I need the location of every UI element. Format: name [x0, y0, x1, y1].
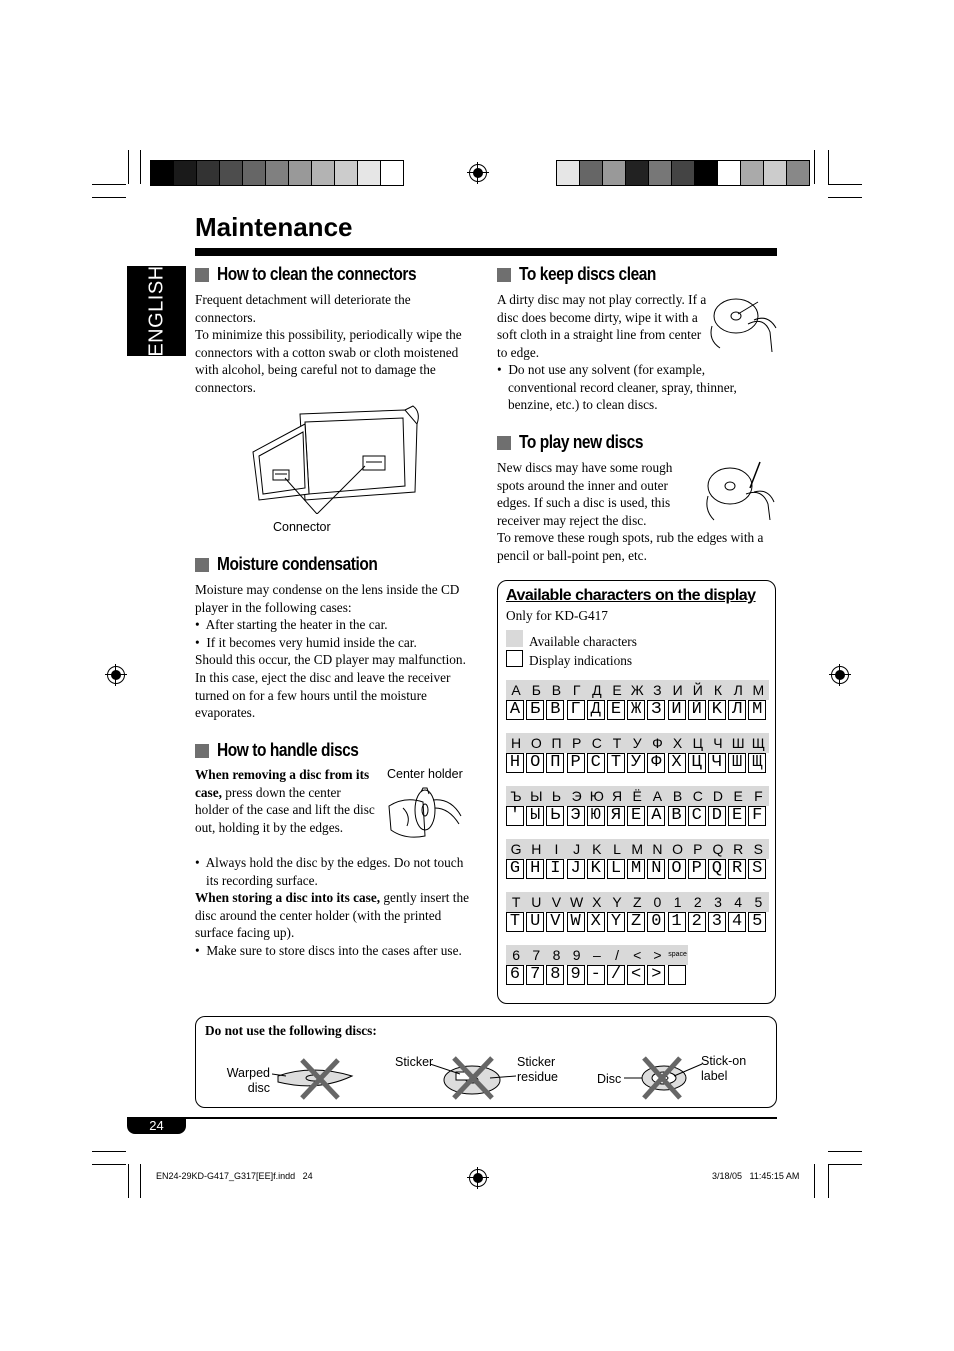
- display-indication: Ц: [688, 753, 706, 773]
- display-indication: H: [526, 859, 544, 879]
- display-indication: I: [546, 859, 564, 879]
- available-character: К: [713, 682, 723, 698]
- display-indication: У: [627, 753, 645, 773]
- available-characters-row: [506, 680, 769, 700]
- section-square-icon: [195, 268, 209, 282]
- display-indication: P: [688, 859, 706, 879]
- footer-rule: [127, 1117, 777, 1119]
- sticker-residue-label: Sticker residue: [517, 1055, 558, 1084]
- color-swatch: [151, 161, 174, 185]
- available-character: П: [551, 735, 562, 751]
- display-indication: Ь: [546, 806, 564, 826]
- display-indication: З: [647, 700, 665, 720]
- display-indication: Ф: [647, 753, 665, 773]
- display-indication: O: [668, 859, 686, 879]
- available-characters-row: [506, 892, 769, 912]
- available-character: X: [592, 894, 602, 910]
- available-character: Ж: [630, 682, 644, 698]
- available-character: Н: [511, 735, 522, 751]
- footer-timestamp: 3/18/05 11:45:15 AM: [712, 1171, 800, 1181]
- available-character: 8: [552, 947, 561, 963]
- available-character: F: [754, 788, 763, 804]
- display-indication: Ю: [587, 806, 605, 826]
- display-indication: S: [748, 859, 766, 879]
- display-indication: 5: [748, 912, 766, 932]
- available-character: L: [613, 841, 621, 857]
- available-character: Ь: [551, 788, 562, 804]
- color-swatch: [626, 161, 649, 185]
- available-character: <: [633, 947, 642, 963]
- display-indication: E: [627, 806, 645, 826]
- display-indication: Ш: [728, 753, 746, 773]
- disc-label: Disc: [597, 1072, 622, 1086]
- available-character: С: [591, 735, 602, 751]
- available-character: Ё: [632, 788, 642, 804]
- display-indications-row: [506, 859, 770, 881]
- crop-mark: [828, 184, 862, 185]
- display-indication: 0: [647, 912, 665, 932]
- footer-file: EN24-29KD-G417_G317[EE]f.indd 24: [156, 1171, 313, 1181]
- available-character: Y: [612, 894, 622, 910]
- display-indication: A: [647, 806, 665, 826]
- legend-display-swatch: [506, 650, 523, 667]
- stick-on-label-label: Stick-on label: [701, 1054, 747, 1083]
- available-character: P: [693, 841, 703, 857]
- color-strip-left: [150, 160, 404, 186]
- section-title-moisture: Moisture condensation: [195, 554, 404, 575]
- crop-mark: [92, 1151, 126, 1152]
- available-character: З: [653, 682, 662, 698]
- available-character: Й: [692, 682, 703, 698]
- section-title-connectors: How to clean the connectors: [195, 264, 449, 285]
- display-indication: T: [607, 753, 625, 773]
- available-character: space: [668, 951, 687, 958]
- display-indication: И: [668, 700, 686, 720]
- section-title-keep-clean: To keep discs clean: [497, 264, 678, 285]
- display-indication: T: [506, 912, 524, 932]
- available-character: 6: [512, 947, 520, 963]
- display-indication: Q: [708, 859, 726, 879]
- display-indication: U: [526, 912, 544, 932]
- display-indications-row: [506, 912, 770, 934]
- display-indication: M: [627, 859, 645, 879]
- available-character: Ъ: [510, 788, 522, 804]
- available-character: И: [672, 682, 683, 698]
- section-square-icon: [497, 268, 511, 282]
- display-indications-row: [506, 965, 770, 987]
- color-swatch: [243, 161, 266, 185]
- crop-mark: [828, 1164, 829, 1198]
- display-indication: Б: [526, 700, 544, 720]
- available-character: E: [733, 788, 743, 804]
- display-indication: M: [748, 700, 766, 720]
- display-indication: Ч: [708, 753, 726, 773]
- available-character: Р: [571, 735, 582, 751]
- available-character: H: [531, 841, 542, 857]
- display-indication: Z: [627, 912, 645, 932]
- legend-available-label: Available characters: [529, 634, 637, 649]
- available-character: 5: [754, 894, 763, 910]
- crop-mark: [92, 184, 126, 185]
- available-character: D: [712, 788, 724, 804]
- color-swatch: [266, 161, 289, 185]
- display-indication: 3: [708, 912, 726, 932]
- display-indication: Ж: [627, 700, 645, 720]
- available-character: –: [592, 947, 601, 963]
- available-character: 4: [734, 894, 743, 910]
- available-characters-subtitle: Only for KD-G417: [506, 608, 608, 623]
- character-table: [506, 680, 770, 998]
- available-character: Q: [712, 841, 724, 857]
- display-indication: V: [546, 912, 564, 932]
- side-tab-label: ENGLISH: [145, 265, 168, 357]
- legend-available-swatch: [506, 630, 523, 647]
- color-swatch: [335, 161, 358, 185]
- stick-on-label-disc-icon: [624, 1054, 704, 1100]
- available-character: 9: [572, 947, 581, 963]
- display-indication: 7: [526, 965, 544, 985]
- display-indication: X: [587, 912, 605, 932]
- display-indication: 2: [688, 912, 706, 932]
- available-character: U: [531, 894, 542, 910]
- crop-mark: [92, 1164, 126, 1165]
- color-strip-right: [556, 160, 810, 186]
- color-swatch: [197, 161, 220, 185]
- registration-mark-icon: [469, 164, 487, 182]
- center-holder-label: Center holder: [387, 767, 463, 781]
- available-character: Э: [571, 788, 582, 804]
- do-not-use-title: Do not use the following discs:: [205, 1023, 377, 1038]
- display-indication: [668, 965, 686, 985]
- available-character: Ю: [589, 788, 604, 804]
- display-indication: Я: [607, 806, 625, 826]
- disc-wipe-illustration: [706, 292, 780, 356]
- display-indication: K: [708, 700, 726, 720]
- warped-disc-icon: [272, 1056, 358, 1100]
- display-indication: K: [587, 859, 605, 879]
- section-title-new-discs: To play new discs: [497, 432, 663, 453]
- available-character: >: [653, 947, 662, 963]
- available-character: Ш: [731, 735, 745, 751]
- available-character: 7: [532, 947, 541, 963]
- display-indication: N: [647, 859, 665, 879]
- available-character: T: [511, 894, 521, 910]
- crop-mark: [814, 1164, 815, 1198]
- page-title: Maintenance: [195, 212, 353, 242]
- color-swatch: [220, 161, 243, 185]
- display-indication: Л: [728, 700, 746, 720]
- available-character: /: [615, 947, 619, 963]
- new-discs-text-2: To remove these rough spots, rub the edges with a pencil or ball-point pen, etc.: [497, 530, 764, 563]
- available-character: А: [511, 682, 521, 698]
- display-indication: 1: [668, 912, 686, 932]
- crop-mark: [92, 197, 126, 198]
- display-indication: H: [506, 753, 524, 773]
- available-character: G: [510, 841, 522, 857]
- display-indication: ': [506, 806, 524, 826]
- color-swatch: [312, 161, 335, 185]
- available-character: O: [672, 841, 684, 857]
- display-indication: C: [688, 806, 706, 826]
- moisture-text: Moisture may condense on the lens inside the CD player in the following cases: • After starting the heater in the car. • If it becomes very humid inside the car. Should this occur, the CD player may malfunction. In this case, eject the disc and leave the receiver turned on for a few hours until the moisture evaporates.: [195, 582, 466, 721]
- display-indication: Y: [607, 912, 625, 932]
- available-character: Б: [531, 682, 541, 698]
- display-indication: Э: [567, 806, 585, 826]
- available-character: Х: [672, 735, 683, 751]
- crop-mark: [828, 1164, 862, 1165]
- display-indication: <: [627, 965, 645, 985]
- handle-text-storing: • Always hold the disc by the edges. Do not touch its recording surface. When storing a disc into its case, gently insert the disc around the center holder (with the printed surface facing up). • Make sure to store discs into the cases after use.: [195, 855, 470, 958]
- crop-mark: [814, 150, 815, 184]
- crop-mark: [828, 197, 862, 198]
- available-character: S: [753, 841, 764, 857]
- crop-mark: [128, 1164, 129, 1198]
- display-indication: A: [506, 700, 524, 720]
- section-square-icon: [195, 744, 209, 758]
- display-indication: C: [587, 753, 605, 773]
- available-character: Л: [733, 682, 743, 698]
- handle-text-removing: When removing a disc from its case, press down the center holder of the case and lift the disc out, holding it by the edges.: [195, 767, 375, 835]
- display-indication: 4: [728, 912, 746, 932]
- color-swatch: [289, 161, 312, 185]
- disc-pen-illustration: [700, 458, 780, 524]
- registration-mark-icon: [469, 1169, 487, 1187]
- display-indications-row: [506, 753, 770, 775]
- available-character: Я: [611, 788, 623, 804]
- display-indication: D: [708, 806, 726, 826]
- crop-mark: [140, 1164, 141, 1198]
- side-tab: [127, 266, 186, 356]
- available-character: Е: [612, 682, 622, 698]
- connector-label: Connector: [273, 520, 331, 534]
- color-swatch: [695, 161, 718, 185]
- available-character: C: [692, 788, 703, 804]
- available-character: K: [592, 841, 602, 857]
- available-character: I: [554, 841, 559, 857]
- available-character: A: [652, 788, 663, 804]
- available-characters-title: Available characters on the display: [506, 587, 756, 604]
- new-discs-text-1: New discs may have some rough spots around the inner and outer edges. If such a disc is used, this receiver may reject the disc.: [497, 460, 673, 528]
- available-character: В: [551, 682, 562, 698]
- available-character: Ч: [713, 735, 723, 751]
- available-character: Ц: [692, 735, 703, 751]
- display-indication: W: [567, 912, 585, 932]
- display-indication: E: [607, 700, 625, 720]
- sticker-label: Sticker: [395, 1055, 434, 1069]
- color-swatch: [764, 161, 787, 185]
- available-character: Д: [592, 682, 602, 698]
- connectors-text: Frequent detachment will deteriorate the connectors. To minimize this possibility, periodically wipe the connectors with a cotton swab or cloth moistened with alcohol, being careful not to damage the connectors.: [195, 292, 462, 395]
- display-indication: >: [647, 965, 665, 985]
- display-indication: L: [607, 859, 625, 879]
- display-indication: G: [506, 859, 524, 879]
- display-indication: R: [728, 859, 746, 879]
- keep-clean-bullet: • Do not use any solvent (for example, conventional record cleaner, spray, thinner, benzine, etc.) to clean discs.: [497, 362, 737, 413]
- available-character: Ф: [652, 735, 663, 751]
- section-square-icon: [195, 558, 209, 572]
- available-character: 1: [673, 894, 682, 910]
- color-swatch: [649, 161, 672, 185]
- sticker-disc-icon: [430, 1054, 516, 1100]
- display-indication: B: [546, 700, 564, 720]
- available-character: М: [752, 682, 765, 698]
- available-character: 0: [653, 894, 662, 910]
- display-indication: 6: [506, 965, 524, 985]
- available-character: J: [573, 841, 581, 857]
- color-swatch: [174, 161, 197, 185]
- connector-illustration: [245, 404, 425, 514]
- crop-mark: [828, 1151, 862, 1152]
- display-indication: /: [607, 965, 625, 985]
- available-character: V: [551, 894, 562, 910]
- color-swatch: [358, 161, 381, 185]
- display-indication: Г: [567, 700, 585, 720]
- display-indication: J: [567, 859, 585, 879]
- available-character: О: [530, 735, 542, 751]
- display-indication: B: [668, 806, 686, 826]
- display-indication: Д: [587, 700, 605, 720]
- available-characters-row: [506, 733, 769, 753]
- color-swatch: [672, 161, 695, 185]
- display-indication: 9: [567, 965, 585, 985]
- available-characters-row: [506, 786, 769, 806]
- legend-display-label: Display indications: [529, 653, 633, 668]
- display-indication: E: [728, 806, 746, 826]
- available-character: R: [733, 841, 744, 857]
- crop-mark: [140, 150, 141, 184]
- display-indication: Й: [688, 700, 706, 720]
- display-indication: -: [587, 965, 605, 985]
- available-character: 2: [693, 894, 702, 910]
- available-characters-row: [506, 945, 688, 965]
- crop-mark: [828, 150, 829, 184]
- available-character: У: [632, 735, 642, 751]
- available-character: Щ: [751, 735, 765, 751]
- color-swatch: [603, 161, 626, 185]
- title-rule: [195, 248, 777, 256]
- available-character: M: [631, 841, 644, 857]
- available-character: Г: [572, 682, 581, 698]
- display-indications-row: [506, 700, 770, 722]
- crop-mark: [128, 150, 129, 184]
- registration-mark-icon: [107, 666, 125, 684]
- available-character: Ы: [530, 788, 543, 804]
- section-square-icon: [497, 436, 511, 450]
- display-indication: X: [668, 753, 686, 773]
- color-swatch: [787, 161, 809, 185]
- registration-mark-icon: [831, 666, 849, 684]
- display-indication: F: [748, 806, 766, 826]
- color-swatch: [557, 161, 580, 185]
- keep-clean-text: A dirty disc may not play correctly. If a disc does become dirty, wipe it with a soft cloth in a straight line from center to edge.: [497, 292, 707, 360]
- available-characters-row: [506, 839, 769, 859]
- available-character: B: [672, 788, 683, 804]
- available-character: Т: [612, 735, 622, 751]
- available-character: Z: [632, 894, 642, 910]
- disc-case-illustration: [385, 786, 467, 842]
- available-character: 3: [714, 894, 722, 910]
- section-title-handle: How to handle discs: [195, 740, 382, 761]
- available-character: N: [652, 841, 663, 857]
- color-swatch: [718, 161, 741, 185]
- color-swatch: [741, 161, 764, 185]
- display-indication: 8: [546, 965, 564, 985]
- display-indication: П: [546, 753, 564, 773]
- color-swatch: [381, 161, 403, 185]
- available-character: W: [570, 894, 584, 910]
- display-indication: P: [567, 753, 585, 773]
- display-indication: Щ: [748, 753, 766, 773]
- page-number: 24: [127, 1118, 186, 1134]
- display-indication: Ы: [526, 806, 544, 826]
- display-indications-row: [506, 806, 770, 828]
- warped-disc-label: Warped disc: [226, 1066, 270, 1095]
- display-indication: O: [526, 753, 544, 773]
- color-swatch: [580, 161, 603, 185]
